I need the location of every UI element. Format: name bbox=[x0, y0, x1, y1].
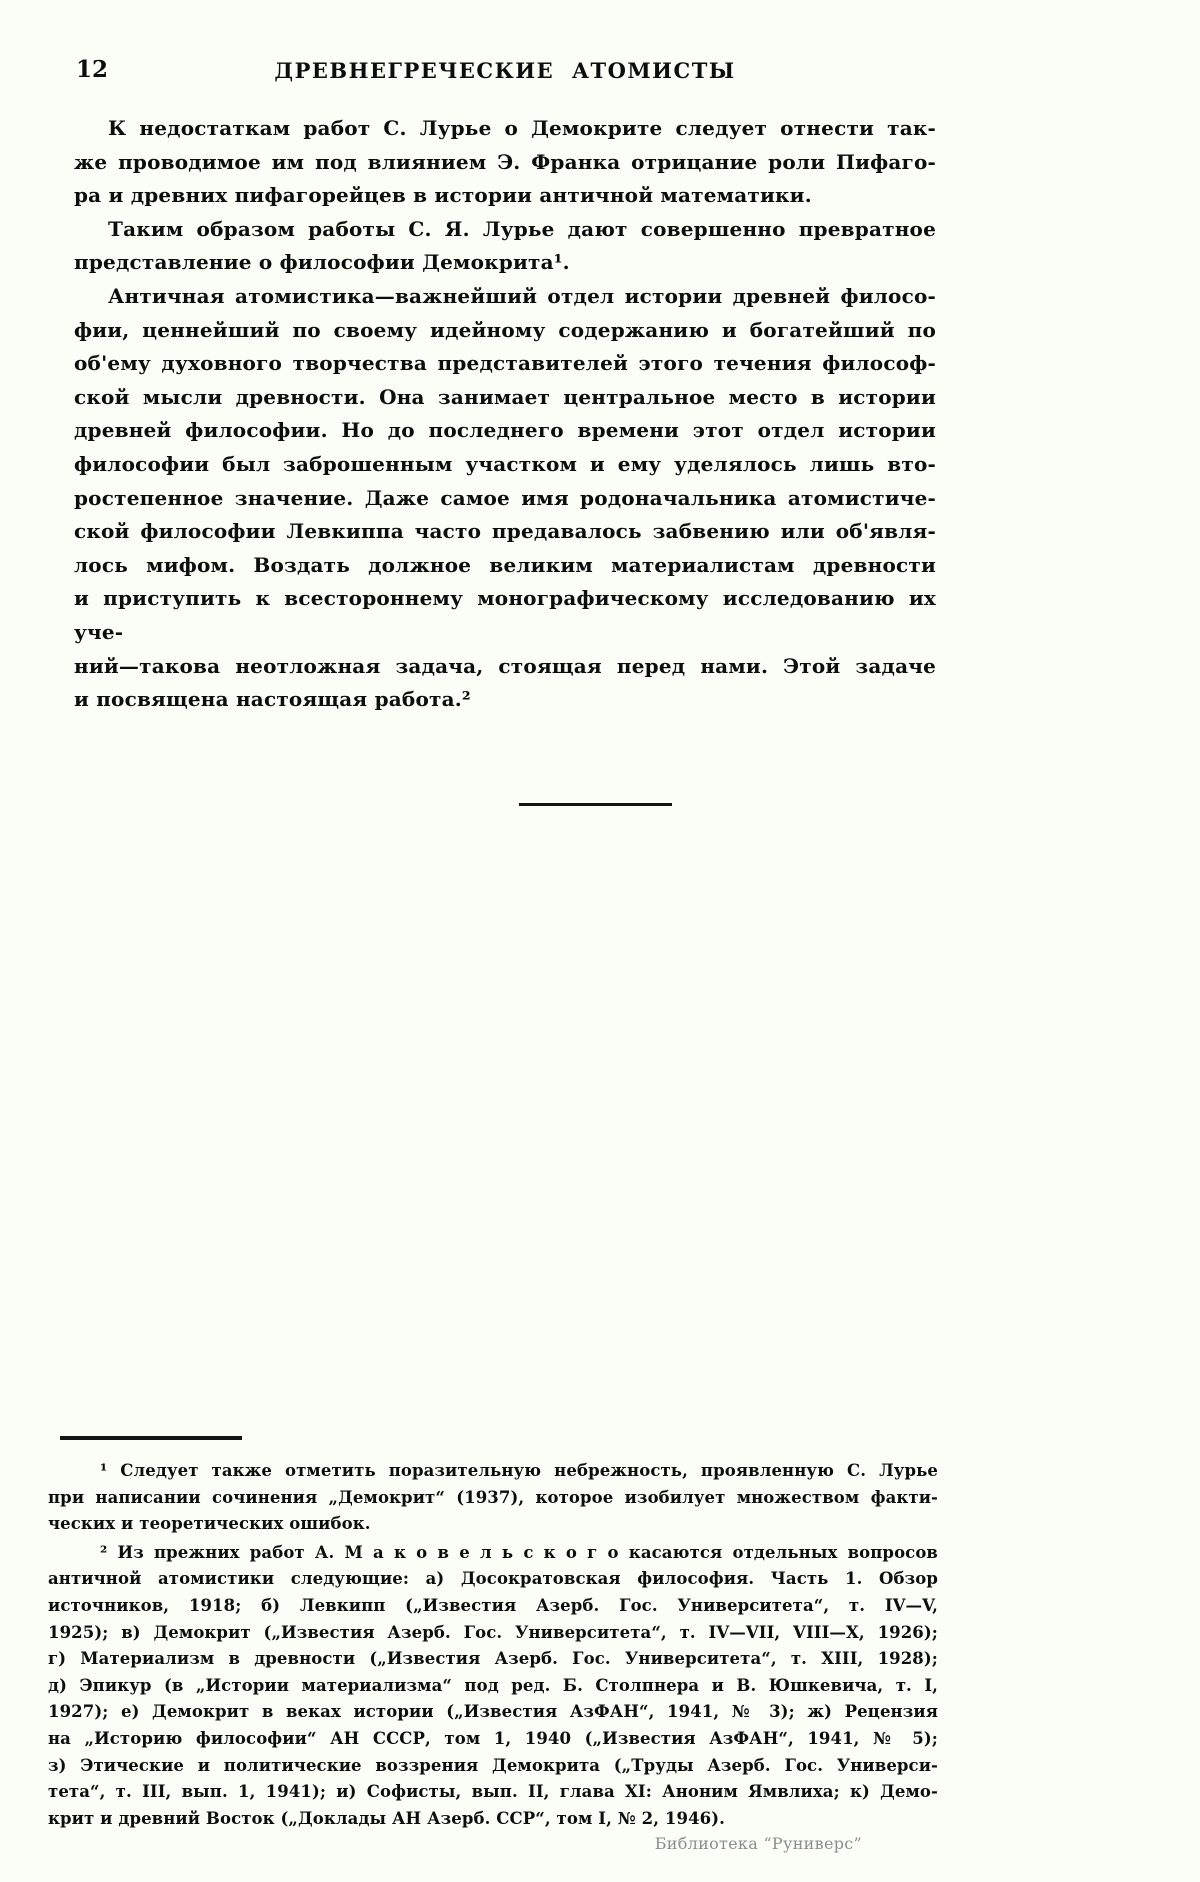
text-line: же проводимое им под влиянием Э. Франка отрицание роли Пифаго- bbox=[74, 149, 936, 174]
text-line: философии был заброшенным участком и ему уделялось лишь вто- bbox=[74, 451, 936, 476]
footnote-line: крит и древний Восток („Доклады АН Азерб. ССР“, том I, № 2, 1946). bbox=[48, 1808, 725, 1828]
text-line: и посвящена настоящая работа.² bbox=[74, 687, 471, 712]
text-line: ростепенное значение. Даже самое имя родоначальника атомистиче- bbox=[74, 485, 936, 510]
footnote-line: 1927); е) Демокрит в веках истории („Известия АзФАН“, 1941, № 3); ж) Рецензия bbox=[48, 1702, 938, 1722]
text-line: представление о философии Демокрита¹. bbox=[74, 250, 570, 275]
footnote-2 bbox=[48, 1540, 938, 1833]
running-title: ДРЕВНЕГРЕЧЕСКИЕ АТОМИСТЫ bbox=[274, 58, 736, 83]
paragraph bbox=[74, 112, 936, 213]
footnote-line: тета“, т. III, вып. 1, 1941); и) Софисты, вып. II, глава XI: Аноним Ямвлиха; к) Демо- bbox=[48, 1782, 938, 1802]
text-line: Античная атомистика—важнейший отдел истории древней филосо- bbox=[108, 283, 936, 308]
page-number: 12 bbox=[76, 56, 109, 83]
text-line: ний—такова неотложная задача, стоящая перед нами. Этой задаче bbox=[74, 653, 936, 678]
footnote-line: на „Историю философии“ АН СССР, том 1, 1940 („Известия АзФАН“, 1941, № 5); bbox=[48, 1728, 938, 1748]
footnote-line: г) Материализм в древности („Известия Азерб. Гос. Университета“, т. XIII, 1928); bbox=[48, 1649, 938, 1669]
footnote-line: ² Из прежних работ А. М а к о в е л ь с к о г о касаются отдельных вопросов bbox=[100, 1542, 938, 1562]
text-line: К недостаткам работ С. Лурье о Демокрите следует отнести так- bbox=[108, 116, 936, 140]
paragraph bbox=[74, 280, 936, 717]
footnote-line: ¹ Следует также отметить поразительную небрежность, проявленную С. Лурье bbox=[100, 1461, 938, 1480]
footnote-line: 1925); в) Демокрит („Известия Азерб. Гос. Университета“, т. IV—VII, VIII—X, 1926); bbox=[48, 1622, 938, 1642]
text-line: древней философии. Но до последнего времени этот отдел истории bbox=[74, 418, 936, 443]
footnote-separator-rule bbox=[60, 1436, 242, 1440]
footnote-line: д) Эпикур (в „Истории материализма“ под ред. Б. Столпнера и В. Юшкевича, т. I, bbox=[48, 1675, 938, 1695]
text-line: ской мысли древности. Она занимает центральное место в истории bbox=[74, 384, 936, 409]
footnote-line: античной атомистики следующие: а) Досократовская философия. Часть 1. Обзор bbox=[48, 1569, 938, 1589]
text-line: лось мифом. Воздать должное великим материалистам древности bbox=[74, 552, 936, 577]
footnote-line: при написании сочинения „Демокрит“ (1937), которое изобилует множеством факти- bbox=[48, 1487, 938, 1507]
body-text bbox=[74, 112, 936, 717]
text-line: ра и древних пифагорейцев в истории античной математики. bbox=[74, 183, 812, 208]
paragraph bbox=[74, 213, 936, 280]
footnote-line: источников, 1918; б) Левкипп („Известия Азерб. Гос. Университета“, т. IV—V, bbox=[48, 1595, 938, 1615]
footnotes-block bbox=[48, 1458, 938, 1834]
text-line: и приступить к всестороннему монографическому исследованию их уче- bbox=[74, 586, 936, 644]
library-watermark: Библиотека “Руниверс” bbox=[654, 1834, 862, 1853]
text-line: ской философии Левкиппа часто предавалось забвению или об'явля- bbox=[74, 519, 936, 544]
footnote-line: ческих и теоретических ошибок. bbox=[48, 1514, 371, 1534]
footnote-1 bbox=[48, 1458, 938, 1538]
footnote-line: з) Этические и политические воззрения Демокрита („Труды Азерб. Гос. Универси- bbox=[48, 1755, 938, 1775]
text-line: Таким образом работы С. Я. Лурье дают совершенно превратное bbox=[108, 216, 936, 241]
section-divider-rule bbox=[519, 803, 672, 806]
text-line: фии, ценнейший по своему идейному содержанию и богатейший по bbox=[74, 317, 936, 342]
text-line: об'ему духовного творчества представителей этого течения философ- bbox=[74, 351, 936, 376]
